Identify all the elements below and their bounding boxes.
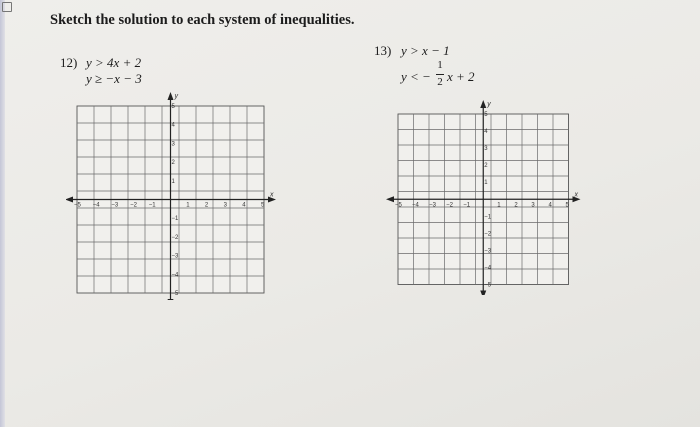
p13-x-tick-label: 2: [514, 202, 518, 209]
problem-13-inequality-2-prefix: y < −: [401, 69, 431, 84]
p12-y-tick-label: −5: [171, 291, 179, 297]
p13-x-axis-label: x: [574, 191, 578, 199]
p12-x-tick-label: 3: [223, 202, 227, 209]
p12-y-tick-label: −3: [171, 253, 179, 260]
corner-square-icon: [2, 2, 12, 12]
p13-y-tick-label: 2: [484, 163, 488, 170]
problem-13-fraction-numerator: 1: [437, 59, 443, 71]
p13-x-tick-label: 5: [565, 202, 569, 209]
p12-y-axis-label: y: [174, 93, 178, 100]
p13-x-tick-label: −1: [463, 202, 471, 209]
p13-x-tick-label: 1: [497, 202, 501, 209]
p12-x-tick-label: 2: [204, 202, 209, 209]
p12-x-tick-label: −4: [92, 202, 100, 209]
p13-x-tick-label: −3: [429, 202, 436, 209]
p12-y-tick-label: 1: [171, 178, 175, 185]
p13-x-tick-label: 3: [531, 202, 535, 209]
p13-y-tick-label: 5: [484, 112, 488, 118]
page-edge: [0, 0, 5, 427]
p13-x-tick-label: −4: [412, 202, 419, 209]
p12-x-tick-label: −3: [111, 202, 119, 209]
problem-12-inequality-2: y ≥ −x − 3: [86, 71, 142, 86]
p13-x-tick-label: −5: [395, 202, 402, 209]
p12-x-arrow-left: [66, 197, 73, 203]
p13-y-tick-label: 3: [484, 146, 488, 153]
p13-y-tick-label: −1: [484, 214, 492, 221]
problem-13-number: 13): [374, 43, 392, 58]
p12-y-tick-label: −4: [171, 272, 179, 279]
worksheet-title: Sketch the solution to each system of inequalities.: [50, 12, 355, 28]
p13-y-axis-label: y: [487, 101, 491, 108]
problem-13-fraction-bar: [436, 74, 444, 75]
problem-12-inequality-1: y > 4x + 2: [86, 55, 142, 70]
p13-y-tick-label: 1: [484, 180, 488, 187]
problem-12-number: 12): [60, 55, 78, 70]
p13-y-tick-label: −4: [484, 265, 492, 272]
p12-x-tick-label: 5: [261, 202, 265, 209]
p13-x-arrow-left: [386, 196, 394, 202]
p12-x-tick-label: 4: [242, 202, 246, 209]
p13-y-tick-label: 4: [484, 129, 488, 136]
p12-y-arrow-down: [168, 299, 174, 300]
p13-y-tick-label: −3: [484, 248, 492, 255]
p12-y-tick-label: −1: [171, 216, 179, 223]
p12-x-tick-label: −2: [130, 202, 137, 209]
problem-13-coordinate-grid[interactable]: [386, 100, 586, 295]
problem-13-inequality-2-suffix: x + 2: [447, 69, 475, 84]
p13-y-arrow-up: [480, 100, 486, 108]
p12-y-tick-label: 4: [171, 122, 175, 129]
problem-13-inequality-1: y > x − 1: [401, 43, 450, 58]
p13-y-tick-label: −5: [484, 282, 492, 289]
p12-x-tick-label: 1: [186, 202, 190, 209]
p13-y-tick-label: −2: [484, 231, 492, 238]
p12-x-tick-label: −1: [148, 202, 156, 209]
p12-y-tick-label: 2: [171, 160, 175, 167]
p12-y-tick-label: 3: [171, 141, 175, 148]
p12-y-tick-label: 5: [171, 104, 175, 110]
p12-y-arrow-up: [168, 92, 174, 100]
p12-y-tick-label: −2: [171, 234, 179, 241]
p13-x-tick-label: 4: [548, 202, 552, 209]
p13-y-arrow-down: [480, 291, 486, 296]
problem-13-fraction-denominator: 2: [437, 76, 443, 88]
p13-x-tick-label: −2: [446, 202, 453, 209]
p12-x-axis-label: x: [270, 191, 274, 199]
p12-x-tick-label: −5: [74, 202, 81, 209]
problem-12-coordinate-grid[interactable]: [66, 90, 276, 300]
